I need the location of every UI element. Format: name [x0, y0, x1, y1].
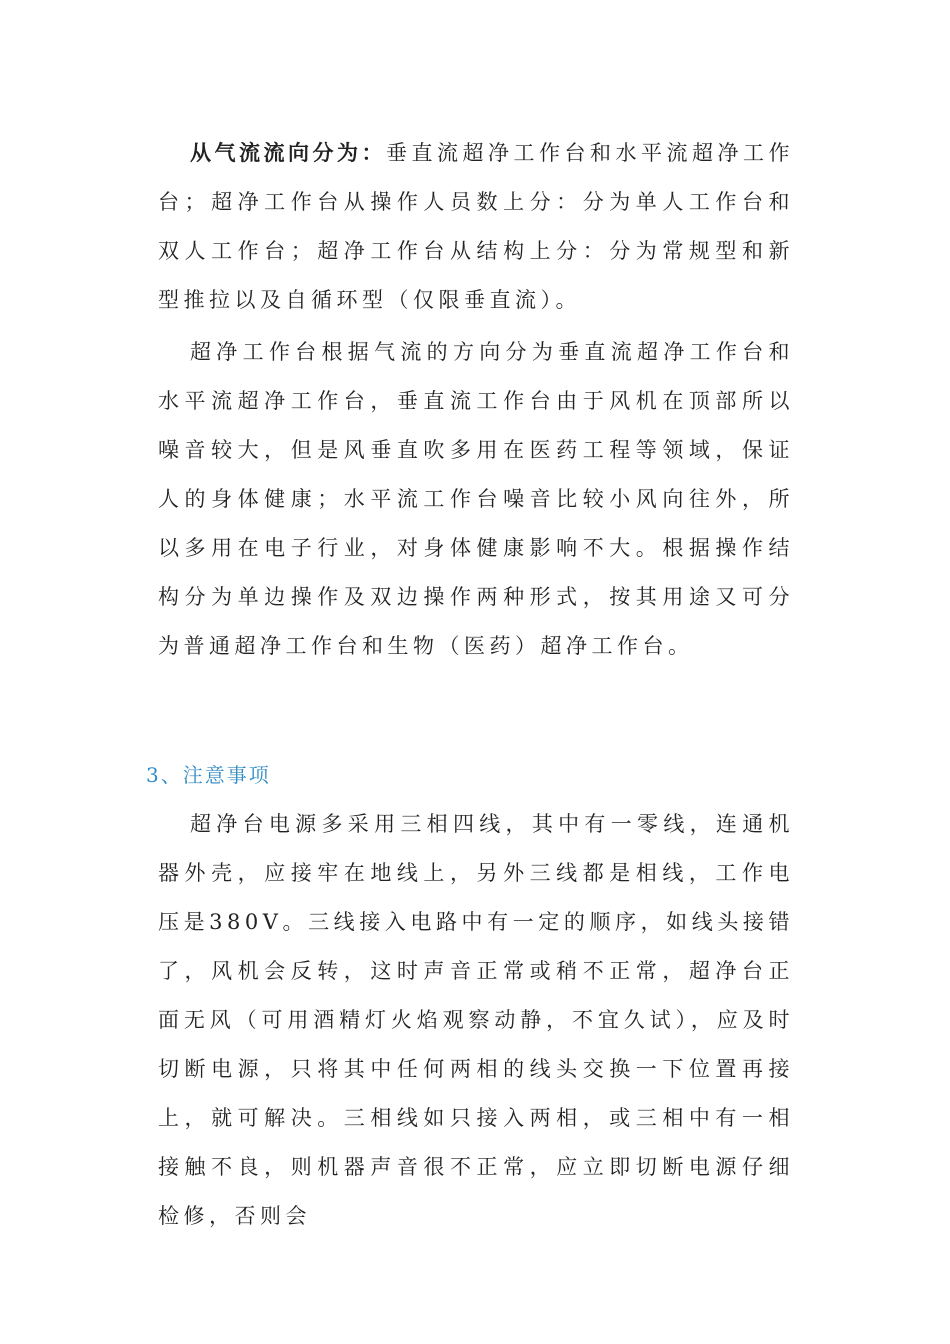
paragraph-power-supply: 超净台电源多采用三相四线，其中有一零线，连通机器外壳，应接牢在地线上，另外三线都是相线，工作电压是380V。三线接入电路中有一定的顺序，如线头接错了，风机会反转，这时声音正常或稍不正常，超净台正面无风（可用酒精灯火焰观察动静，不宜久试），应及时切断电源，只将其中任何两相的线头交换一下位置再接上，就可解决。三相线如只接入两相，或三相中有一相接触不良，则机器声音很不正常，应立即切断电源仔细检修，否则会	[158, 812, 794, 1228]
paragraph-airflow-classification	[158, 128, 794, 325]
section-heading-precautions: 3、注意事项	[146, 763, 271, 787]
paragraph-lead-bold: 从气流流向分为：	[190, 140, 386, 165]
paragraph-body-text: 垂直流超净工作台和水平流超净工作台；超净工作台从操作人员数上分：分为单人工作台和双人工作台；超净工作台从结构上分：分为常规型和新型推拉以及自循环型（仅限垂直流）。	[158, 141, 794, 312]
paragraph-workbench-types: 超净工作台根据气流的方向分为垂直流超净工作台和水平流超净工作台，垂直流工作台由于风机在顶部所以噪音较大，但是风垂直吹多用在医药工程等领域，保证人的身体健康；水平流工作台噪音比较小风向往外，所以多用在电子行业，对身体健康影响不大。根据操作结构分为单边操作及双边操作两种形式，按其用途又可分为普通超净工作台和生物（医药）超净工作台。	[158, 340, 794, 658]
